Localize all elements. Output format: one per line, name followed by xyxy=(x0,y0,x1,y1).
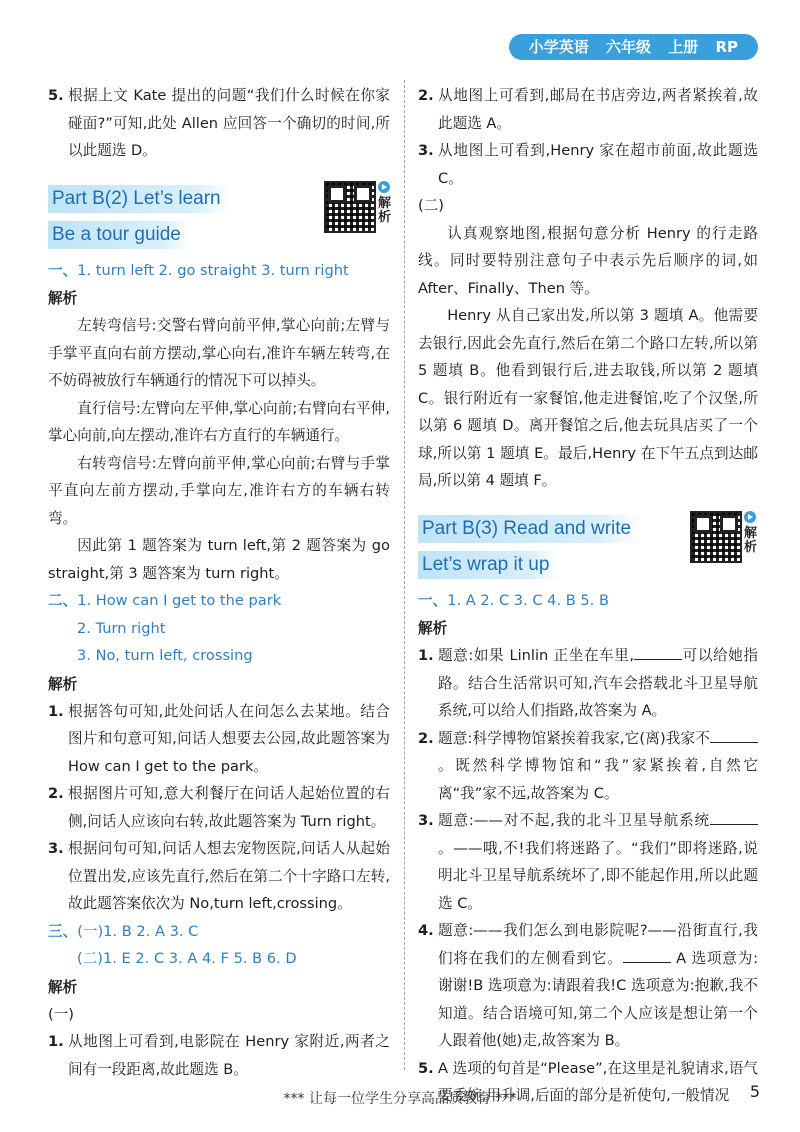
section-title-line1: Part B(2) Let’s learn xyxy=(48,185,231,213)
section-title-line2: Be a tour guide xyxy=(48,221,191,249)
section-header-part-b3 xyxy=(418,505,758,583)
analysis-side-label: 解析 xyxy=(378,195,392,225)
list-item: 3. 从地图上可看到,Henry 家在超市前面,故此题选 C。 xyxy=(418,142,758,187)
header-term: 上册 xyxy=(668,38,699,56)
list-item: 4. 题意:——我们怎么到电影院呢?——沿街直行,我们将在我们的左侧看到它。 A 选项意为:谢谢!B 选项意为:请跟着我!C 选项意为:抱歉,我不知道。结合语境可知,第二个人应该是想让第一个人跟着他(她)走,故答案为 B。 xyxy=(418,922,758,1049)
paragraph: 认真观察地图,根据句意分析 Henry 的行走路线。同时要特别注意句子中表示先后顺序的词,如 After、Finally、Then 等。 xyxy=(418,224,758,297)
list-item: 2. 题意:科学博物馆紧挨着我家,它(离)我家不。既然科学博物馆和“我”家紧挨着,自然它离“我”家不远,故答案为 C。 xyxy=(418,729,758,802)
answer-block: 二、1. How can I get to the park 2. Turn right 3. No, turn left, crossing xyxy=(48,592,282,664)
list-item: 5. 根据上文 Kate 提出的问题“我们什么时候在你家碰面?”可知,此处 Allen 应回答一个确切的时间,所以此题选 D。 xyxy=(48,87,390,159)
footer-slogan: *** 让每一位学生分享高品质教育 *** xyxy=(283,1091,517,1107)
analysis-label: 解析 xyxy=(48,675,78,693)
right-column xyxy=(418,82,758,1110)
left-column xyxy=(48,82,390,1083)
list-item: 1. 根据答句可知,此处问话人在问怎么去某地。结合图片和句意可知,问话人想要去公园,故此题答案为 How can I get to the park。 xyxy=(48,702,390,775)
list-item: 2. 从地图上可看到,邮局在书店旁边,两者紧挨着,故此题选 A。 xyxy=(418,87,758,132)
list-item: 5. A 选项的句首是“Please”,在这里是礼貌请求,语气要委婉,用升调,后面的部分是祈使句,一般情况 xyxy=(418,1059,758,1104)
list-item: 3. 题意:——对不起,我的北斗卫星导航系统。——哦,不!我们将迷路了。“我们”即将迷路,说明北斗卫星导航系统坏了,即不能起作用,所以此题选 C。 xyxy=(418,812,758,912)
list-item: 2. 根据图片可知,意大利餐厅在问话人起始位置的右侧,问话人应该向右转,故此题答案为 Turn right。 xyxy=(48,785,390,830)
qr-code-icon[interactable] xyxy=(324,181,376,233)
section-title-line2: Let’s wrap it up xyxy=(418,551,559,579)
analysis-side-label: 解析 xyxy=(744,525,758,555)
paragraph: 右转弯信号:左臂向前平伸,掌心向前;右臂与手掌平直向左前方摆动,手掌向左,准许右方的车辆右转弯。 xyxy=(48,454,390,527)
paragraph: 因此第 1 题答案为 turn left,第 2 题答案为 go straight,第 3 题答案为 turn right。 xyxy=(48,537,390,582)
answer-line: 一、1. A 2. C 3. C 4. B 5. B xyxy=(418,591,609,609)
answer-block: 三、(一)1. B 2. A 3. C (二)1. E 2. C 3. A 4. F 5. B 6. D xyxy=(48,922,297,967)
page-number: 5 xyxy=(749,1082,760,1101)
blank-line xyxy=(710,824,758,825)
list-item: 1. 从地图上可看到,电影院在 Henry 家附近,两者之间有一段距离,故此题选 B。 xyxy=(48,1033,390,1078)
section-title-line1: Part B(3) Read and write xyxy=(418,515,641,543)
paragraph: Henry 从自己家出发,所以第 3 题填 A。他需要去银行,因此会先直行,然后在第二个路口左转,所以第 5 题填 B。他看到银行后,进去取钱,所以第 2 题填 C。银行附近有一家餐馆,他走进餐馆,吃了个汉堡,所以第 6 题填 D。离开餐馆之后,他去玩具店买了一个球,所以第 1 题填 E。最后,Henry 在下午五点到达邮局,所以第 4 题填 F。 xyxy=(418,307,758,489)
blank-line xyxy=(710,742,758,743)
column-divider xyxy=(404,80,405,1070)
play-icon[interactable] xyxy=(378,181,390,193)
paragraph: 左转弯信号:交警右臂向前平伸,掌心向前;左臂与手掌平直向右前方摆动,掌心向右,准许车辆左转弯,在不妨碍被放行车辆通行的情况下可以掉头。 xyxy=(48,317,390,389)
header-grade: 六年级 xyxy=(605,38,651,56)
analysis-label: 解析 xyxy=(418,620,448,637)
header-subject: 小学英语 xyxy=(528,38,589,56)
header-edition: RP xyxy=(715,38,738,56)
blank-line xyxy=(634,659,682,660)
blank-line xyxy=(623,962,671,963)
paragraph: 直行信号:左臂向左平伸,掌心向前;右臂向右平伸,掌心向前,向左摆动,准许右方直行的车辆通行。 xyxy=(48,399,390,444)
header-badge xyxy=(509,34,758,60)
list-item: 3. 根据问句可知,问话人想去宠物医院,问话人从起始位置出发,应该先直行,然后在第二个十字路口左转,故此题答案依次为 No,turn left,crossing。 xyxy=(48,840,390,912)
answer-line: 一、1. turn left 2. go straight 3. turn right xyxy=(48,261,349,279)
qr-code-icon[interactable] xyxy=(690,511,742,563)
section-header-part-b2 xyxy=(48,175,390,253)
sub-heading: (二) xyxy=(418,197,444,214)
analysis-label: 解析 xyxy=(48,978,78,996)
sub-heading: (一) xyxy=(48,1005,74,1023)
play-icon[interactable] xyxy=(744,511,756,523)
list-item: 1. 题意:如果 Linlin 正坐在车里, 可以给她指路。结合生活常识可知,汽车会搭载北斗卫星导航系统,可以给人们指路,故答案为 A。 xyxy=(418,647,758,719)
analysis-label: 解析 xyxy=(48,290,78,307)
